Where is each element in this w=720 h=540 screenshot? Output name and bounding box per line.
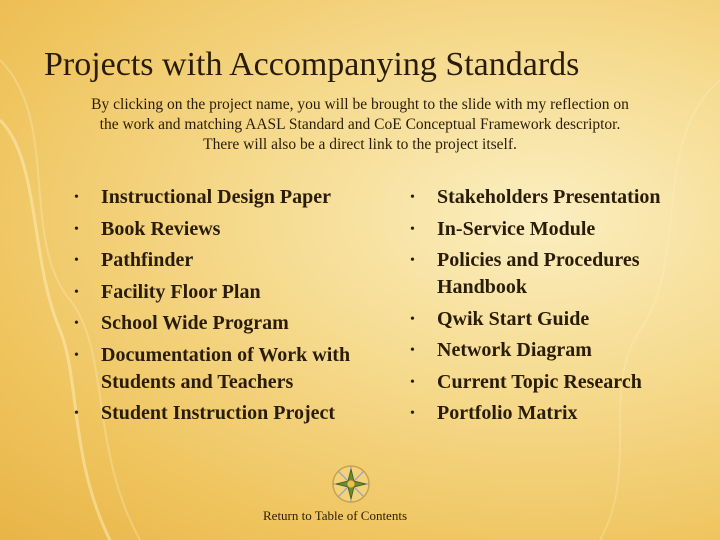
bullet-icon: •: [410, 221, 415, 237]
project-label: Pathfinder: [101, 249, 194, 271]
project-link-portfolio-matrix[interactable]: [410, 400, 710, 427]
project-link-facility-floor-plan[interactable]: [74, 279, 374, 306]
project-link-in-service-module[interactable]: [410, 216, 710, 243]
bullet-icon: •: [74, 316, 79, 331]
project-link-network-diagram[interactable]: [410, 337, 710, 364]
bullet-icon: •: [410, 190, 415, 205]
project-label: Documentation of Work with Students and Teachers: [101, 343, 351, 393]
project-list-right: [410, 184, 710, 432]
project-label: Facility Floor Plan: [101, 280, 261, 303]
project-list-left: [74, 184, 374, 432]
project-label: Portfolio Matrix: [437, 402, 578, 424]
return-to-toc-link[interactable]: Return to Table of Contents: [263, 508, 407, 523]
bullet-icon: •: [74, 190, 79, 205]
bullet-icon: •: [410, 343, 415, 358]
project-label: Qwik Start Guide: [437, 307, 590, 330]
project-label: Instructional Design Paper: [101, 186, 331, 208]
project-label: Book Reviews: [101, 217, 221, 240]
project-label: Student Instruction Project: [101, 402, 336, 424]
project-label: Current Topic Research: [437, 370, 642, 393]
bullet-icon: •: [410, 374, 415, 390]
bullet-icon: •: [74, 406, 79, 421]
project-link-current-topic-research[interactable]: [410, 369, 710, 396]
bullet-icon: •: [410, 406, 415, 421]
compass-emblem-icon[interactable]: [330, 463, 372, 505]
project-link-pathfinder[interactable]: [74, 247, 374, 274]
project-label: Network Diagram: [437, 339, 592, 361]
project-label: Policies and Procedures Handbook: [437, 249, 640, 298]
project-link-documentation-of-work[interactable]: [74, 342, 374, 396]
slide-subtitle: By clicking on the project name, you will be brought to the slide with my reflection on the work and matching AASL Standard and CoE Conceptual Framework descriptor. There will also be a direct link to the project itself.: [91, 96, 629, 153]
bullet-icon: •: [74, 221, 79, 237]
project-link-book-reviews[interactable]: [74, 216, 374, 243]
bullet-icon: •: [74, 347, 79, 363]
project-link-policies-and-procedures-handbook[interactable]: [410, 247, 710, 301]
bullet-icon: •: [410, 311, 415, 327]
project-link-stakeholders-presentation[interactable]: [410, 184, 710, 211]
bullet-icon: •: [74, 284, 79, 300]
bullet-icon: •: [74, 253, 79, 268]
project-label: In-Service Module: [437, 217, 596, 240]
project-link-instructional-design-paper[interactable]: [74, 184, 374, 211]
project-link-school-wide-program[interactable]: [74, 310, 374, 337]
project-link-qwik-start-guide[interactable]: [410, 306, 710, 333]
bullet-icon: •: [410, 253, 415, 268]
slide-title: Projects with Accompanying Standards: [44, 46, 580, 83]
project-link-student-instruction-project[interactable]: [74, 400, 374, 427]
project-label: School Wide Program: [101, 312, 289, 334]
project-label: Stakeholders Presentation: [437, 186, 661, 208]
